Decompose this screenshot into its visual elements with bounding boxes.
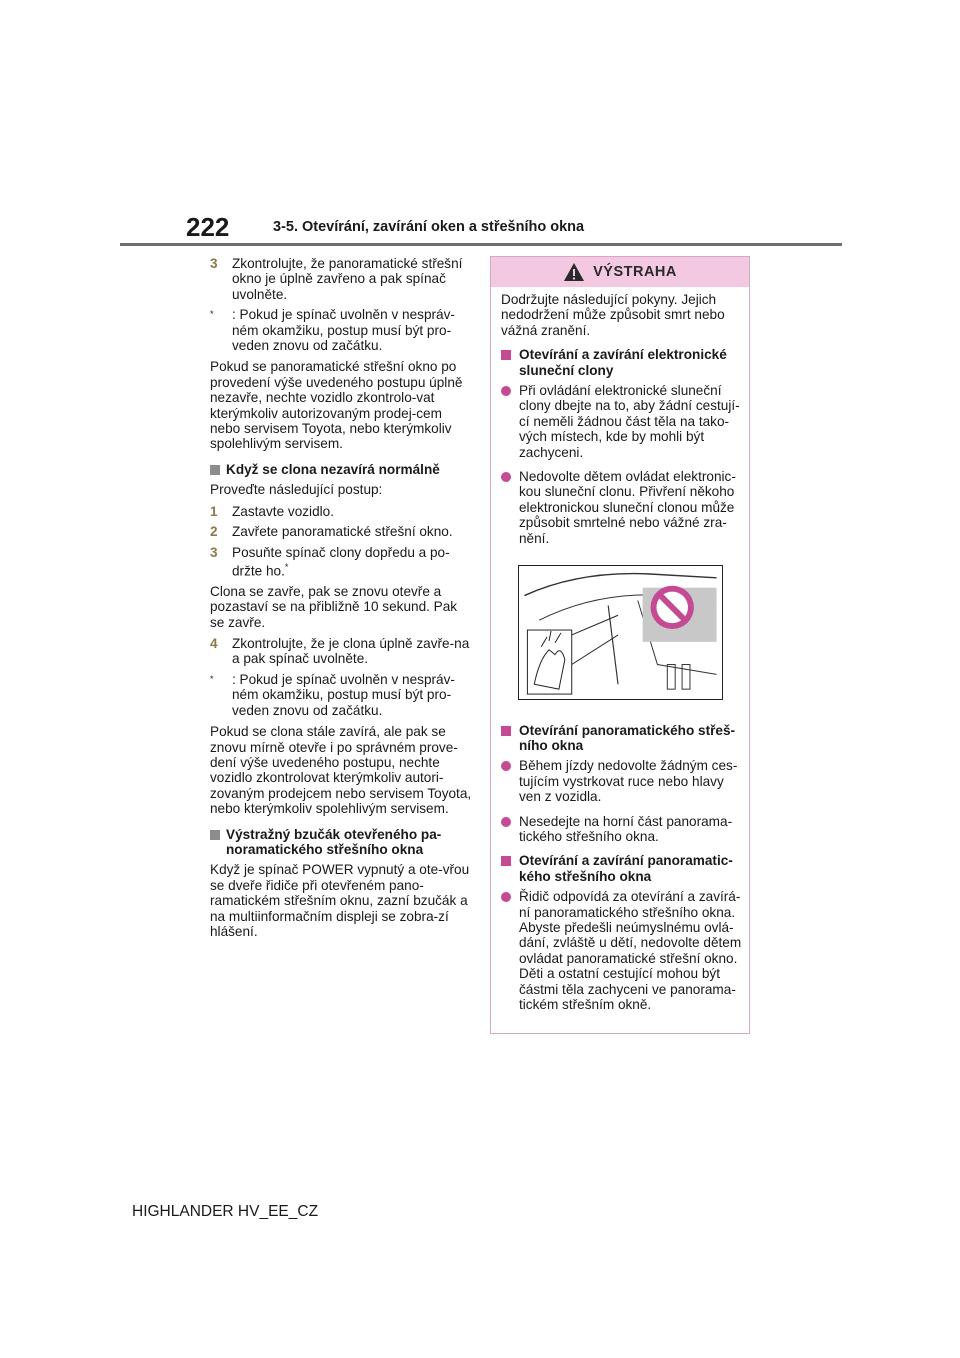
section-title: 3-5. Otevírání, zavírání oken a střešního okna (273, 219, 585, 235)
footnote-mark: * (210, 673, 214, 684)
warning-box (490, 256, 750, 1034)
warning-bullet: Během jízdy nedovolte žádným ces-tujícím vystrkovat ruce nebo hlavy ven z vozidla. (501, 758, 745, 804)
warning-triangle-icon (563, 262, 585, 282)
warning-heading-shade: Otevírání a zavírání elektronické sluneční clony (501, 347, 745, 378)
round-bullet-icon (501, 472, 511, 482)
warning-heading-operation: Otevírání a zavírání panoramatic-kého střešního okna (501, 853, 745, 884)
section-heading-buzzer: Výstražný bzučák otevřeného pa-noramatického střešního okna (210, 827, 472, 858)
square-bullet-icon (501, 726, 511, 736)
square-bullet-icon (210, 830, 220, 840)
left-column (210, 256, 472, 945)
pinch-warning-illustration (518, 565, 723, 700)
step-2: 2 Zavřete panoramatické střešní okno. (210, 524, 453, 540)
paragraph-4: Pokud se clona stále zavírá, ale pak se znovu mírně otevře i po správném prove-dení výše uvedeného postupu, nechte vozidlo zkontrolovat kterýmkoliv autori-zovaným prodejcem nebo servisem Toyota, nebo kterýmkoliv spolehlivým servisem. (210, 724, 472, 817)
step-3-top (210, 256, 472, 302)
step-4: 4 Zkontrolujte, že je clona úplně zavře-na a pak spínač uvolněte. (210, 636, 470, 667)
step-1: 1 Zastavte vozidlo. (210, 503, 334, 519)
paragraph-2: Proveďte následující postup: (210, 482, 383, 498)
paragraph-5: Když je spínač POWER vypnutý a ote-vřou se dveře řidiče při otevřeném pano-ramatickém střešním oknu, zazní bzučák a na multiinformačním displeji se zobra-zí hlášení. (210, 862, 470, 939)
round-bullet-icon (501, 386, 511, 396)
paragraph-3: Clona se zavře, pak se znovu otevře a pozastaví se na přibližně 10 sekund. Pak se zavře. (210, 583, 458, 630)
footnote-mark: * (210, 309, 214, 320)
warning-bullet: Nedovolte dětem ovládat elektronic-kou sluneční clonu. Přivření někoho elektronickou sluneční clonou může způsobit smrtelné nebo vážné zra-nění. (501, 469, 745, 546)
footnote-text: : Pokud je spínač uvolněn v nespráv-ném okamžiku, postup musí být pro-veden znovu od začátku. (232, 671, 455, 718)
square-bullet-icon (501, 856, 511, 866)
square-bullet-icon (210, 465, 220, 475)
footer-model-code: HIGHLANDER HV_EE_CZ (132, 1203, 319, 1220)
warning-bullet: Nesedejte na horní část panorama-tického střešního okna. (501, 814, 745, 845)
warning-intro: Dodržujte následující pokyny. Jejich nedodržení může způsobit smrt nebo vážná zranění. (501, 292, 725, 338)
warning-heading-opening: Otevírání panoramatického střeš-ního okna (501, 723, 745, 754)
step-3: 3 Posuňte spínač clony dopředu a po-držte ho.* (210, 544, 450, 579)
page-number: 222 (186, 212, 230, 242)
footnote-text: : Pokud je spínač uvolněn v nespráv-ném okamžiku, postup musí být pro-veden znovu od začátku. (232, 307, 455, 354)
round-bullet-icon (501, 892, 511, 902)
paragraph-1: Pokud se panoramatické střešní okno po provedení výše uvedeného postupu úplně nezavře, nechte vozidlo zkontrolo-vat kterýmkoliv autorizovaným prodej-cem nebo servisem Toyota, nebo kterýmkoliv spolehlivým servisem. (210, 359, 463, 452)
step-number: 3 (210, 256, 218, 271)
warning-bullet: Při ovládání elektronické sluneční clony dbejte na to, aby žádní cestují-cí neměli žádnou část těla na tako-vých místech, kde by mohli být zachyceni. (501, 383, 745, 460)
round-bullet-icon (501, 817, 511, 827)
section-heading-shade: Když se clona nezavírá normálně (210, 462, 472, 477)
header-divider (120, 243, 842, 246)
square-bullet-icon (501, 350, 511, 360)
footnote-1 (210, 307, 472, 353)
warning-body (491, 287, 745, 1012)
warning-bullet: Řidič odpovídá za otevírání a zavírá-ní panoramatického střešního okna. Abyste předešli neúmyslnému ovlá-dání, zvláště u dětí, nedovolte dětem ovládat panoramatické střešní okno. Děti a ostatní cestující mohou být částmi těla zachyceni ve panorama-tickém střešním okně. (501, 889, 745, 1012)
warning-header (491, 257, 749, 287)
round-bullet-icon (501, 761, 511, 771)
footnote-mark: * (284, 561, 289, 572)
warning-title: VÝSTRAHA (593, 264, 677, 280)
footnote-2 (210, 672, 472, 718)
step-text: Zkontrolujte, že panoramatické střešní okno je úplně zavřeno a pak spínač uvolněte. (232, 256, 463, 302)
